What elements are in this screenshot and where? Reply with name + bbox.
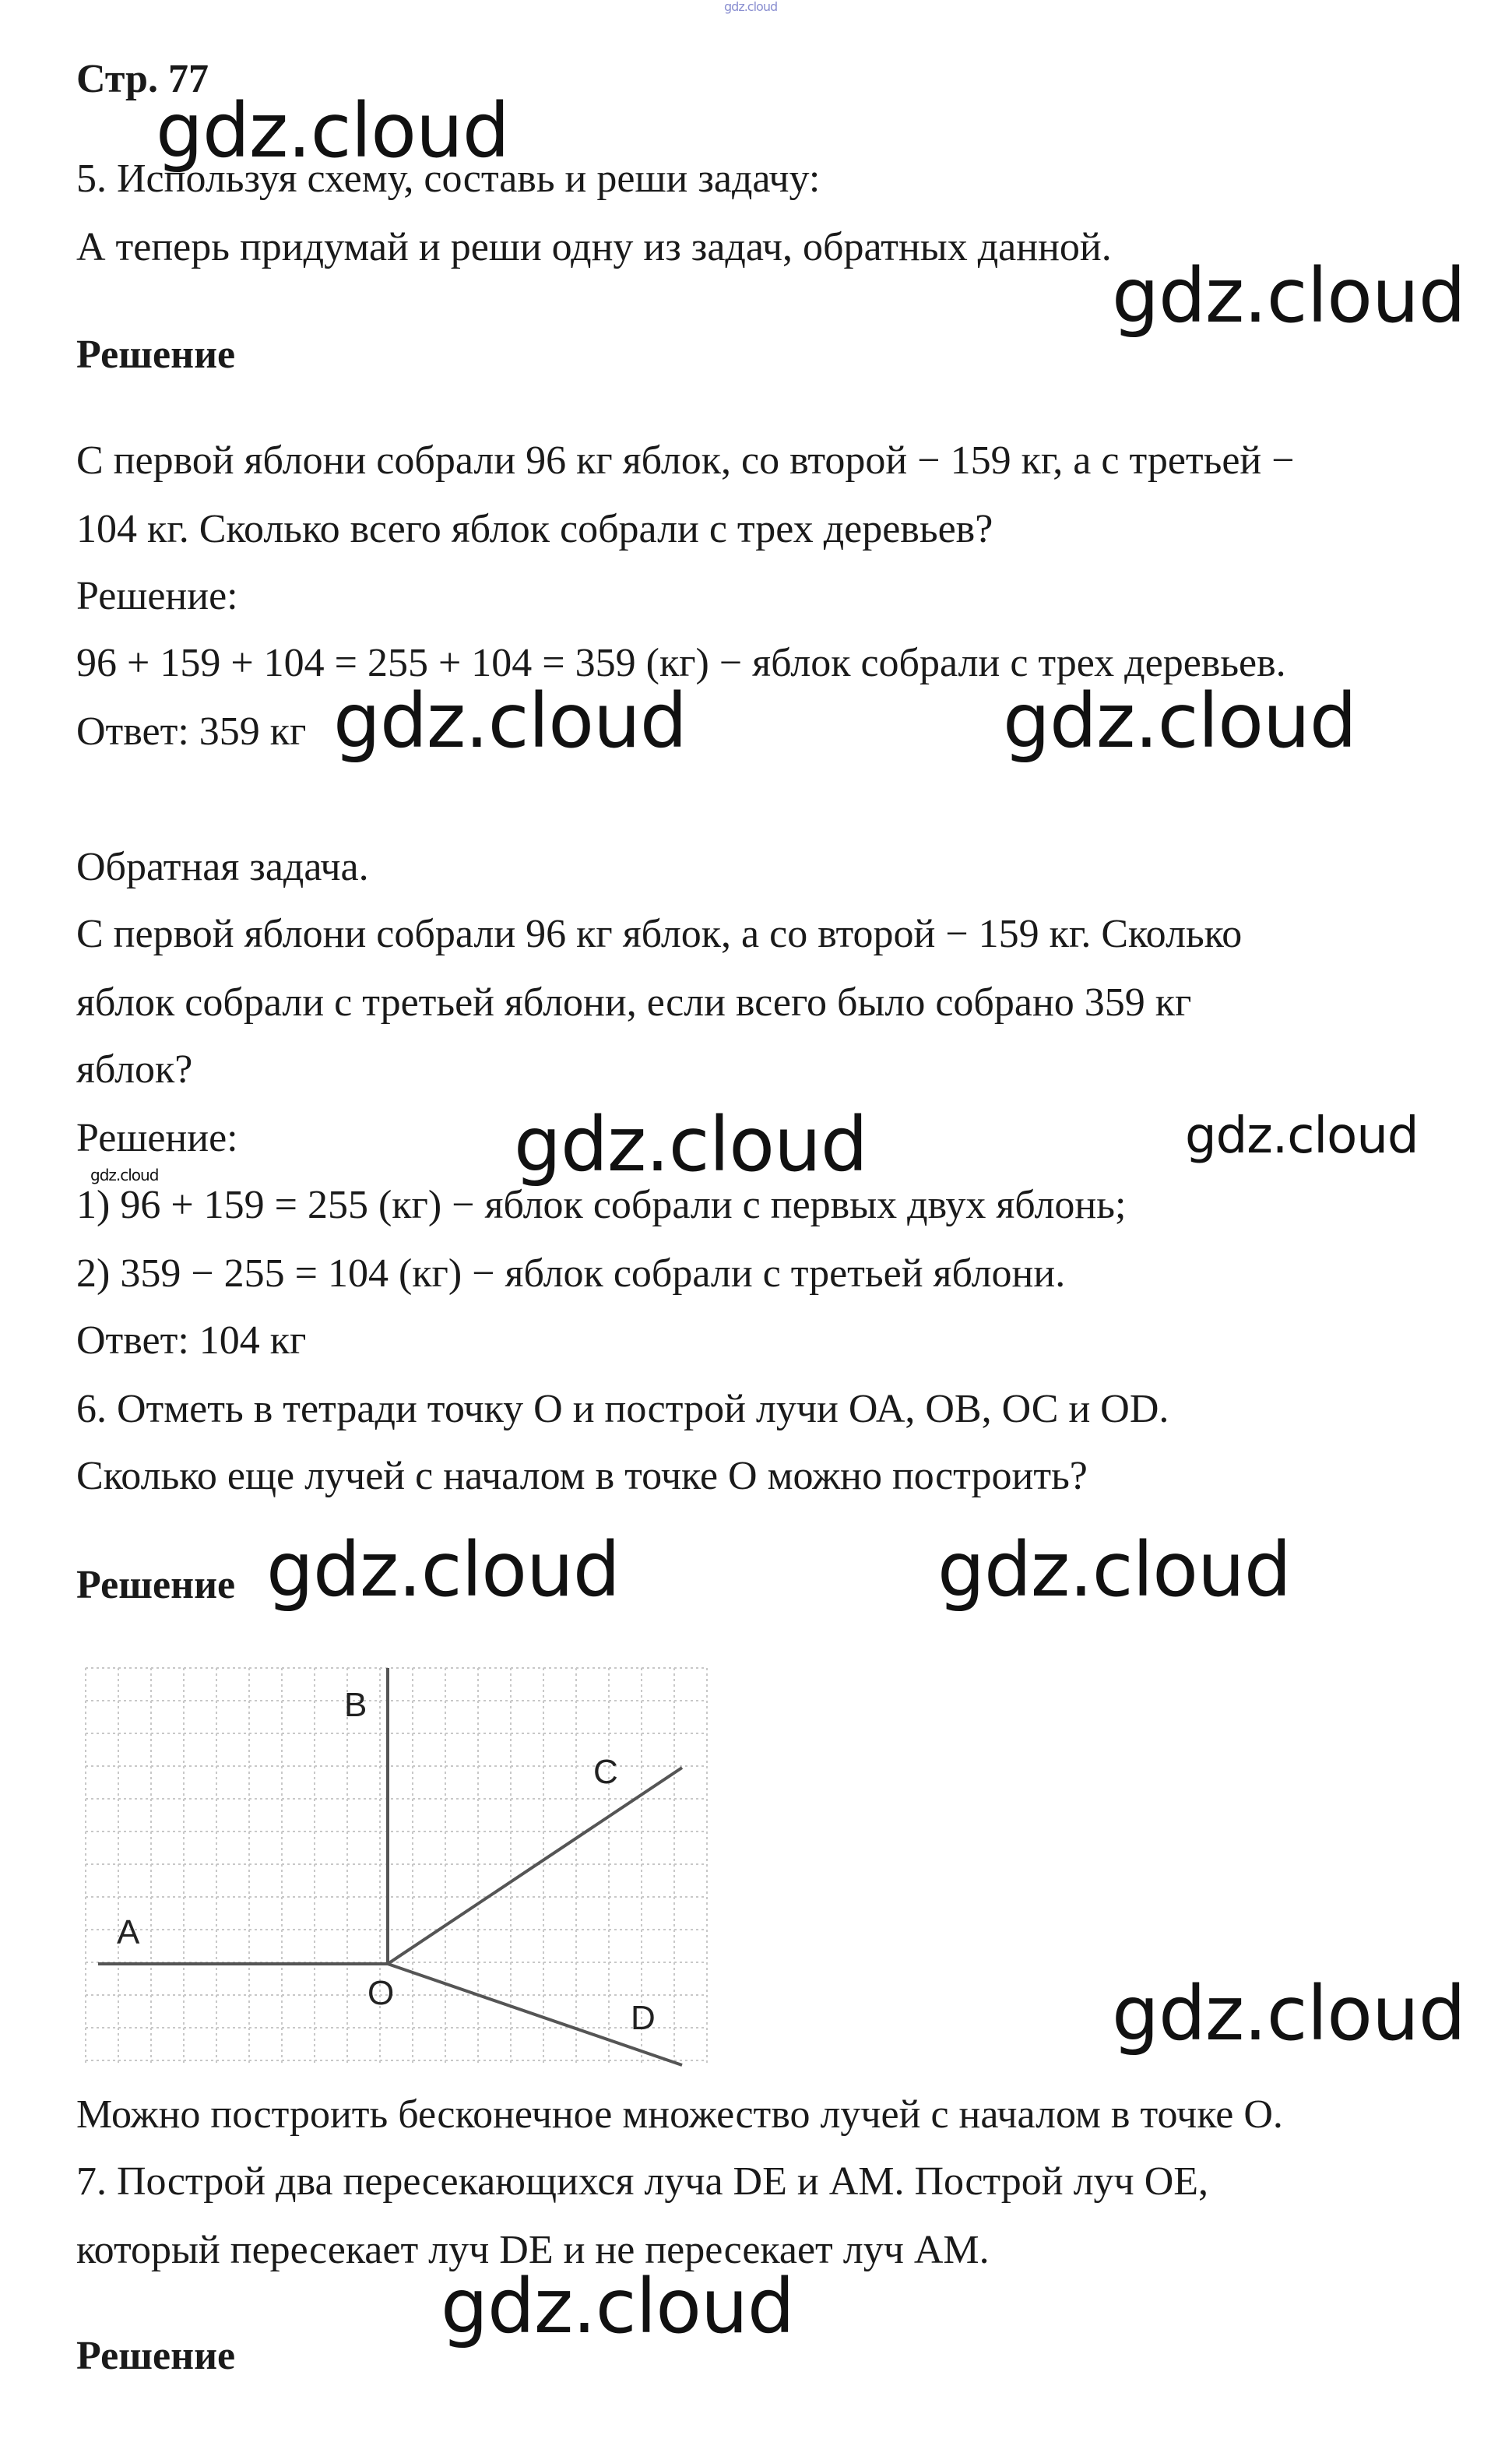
label-d: D bbox=[631, 1999, 656, 2037]
task-6-title: 6. Отметь в тетради точку О и построй лучи ОА, ОВ, ОС и OD. bbox=[76, 1387, 1169, 1431]
label-o: O bbox=[367, 1974, 395, 2012]
inverse-line-1: С первой яблони собрали 96 кг яблок, а со второй − 159 кг. Сколько bbox=[76, 912, 1243, 956]
solution-calc-1: 96 + 159 + 104 = 255 + 104 = 359 (кг) − яблок собрали с трех деревьев. bbox=[76, 641, 1286, 685]
watermark-1: gdz.cloud bbox=[156, 87, 509, 174]
inverse-line-3: яблок? bbox=[76, 1047, 193, 1092]
watermark-3: gdz.cloud bbox=[333, 677, 687, 765]
watermark-5: gdz.cloud bbox=[514, 1101, 867, 1188]
task-6-answer: Можно построить бесконечное множество лучей с началом в точке О. bbox=[76, 2092, 1283, 2137]
watermark-top: gdz.cloud bbox=[724, 0, 778, 14]
watermark-6: gdz.cloud bbox=[1185, 1107, 1419, 1165]
solution-heading-3: Решение bbox=[76, 2334, 236, 2378]
answer-1: Ответ: 359 кг bbox=[76, 709, 307, 754]
solution-label-1: Решение: bbox=[76, 574, 238, 618]
solution-step-2: 2) 359 − 255 = 104 (кг) − яблок собрали с третьей яблони. bbox=[76, 1251, 1066, 1296]
watermark-2: gdz.cloud bbox=[1112, 252, 1465, 340]
problem-line-1: С первой яблони собрали 96 кг яблок, со второй − 159 кг, а с третьей − bbox=[76, 438, 1295, 483]
watermark-9: gdz.cloud bbox=[937, 1526, 1291, 1613]
inverse-line-2: яблок собрали с третьей яблони, если всего было собрано 359 кг bbox=[76, 980, 1192, 1025]
solution-step-1: 1) 96 + 159 = 255 (кг) − яблок собрали с первых двух яблонь; bbox=[76, 1183, 1127, 1227]
grid bbox=[86, 1668, 707, 2064]
watermark-10: gdz.cloud bbox=[1112, 1970, 1465, 2057]
rays-diagram bbox=[76, 1659, 715, 2071]
task-7-line-2: который пересекает луч DE и не пересекает луч AM. bbox=[76, 2228, 990, 2272]
watermark-4: gdz.cloud bbox=[1003, 677, 1356, 765]
task-5-instruction: А теперь придумай и реши одну из задач, обратных данной. bbox=[76, 225, 1112, 269]
task-5-title: 5. Используя схему, составь и реши задачу: bbox=[76, 157, 821, 201]
watermark-8: gdz.cloud bbox=[266, 1526, 620, 1613]
inverse-heading: Обратная задача. bbox=[76, 845, 369, 889]
task-7-line-1: 7. Построй два пересекающихся луча DE и AM. Построй луч ОЕ, bbox=[76, 2159, 1209, 2204]
answer-2: Ответ: 104 кг bbox=[76, 1318, 307, 1363]
task-6-question: Сколько еще лучей с началом в точке О можно построить? bbox=[76, 1454, 1088, 1498]
watermark-11: gdz.cloud bbox=[441, 2263, 794, 2350]
problem-line-2: 104 кг. Сколько всего яблок собрали с трех деревьев? bbox=[76, 507, 993, 551]
label-b: B bbox=[344, 1686, 367, 1724]
solution-heading-2: Решение bbox=[76, 1563, 236, 1607]
label-c: C bbox=[593, 1753, 618, 1791]
page-header: Стр. 77 bbox=[76, 57, 209, 101]
ray-oc bbox=[388, 1768, 682, 1964]
label-a: A bbox=[117, 1913, 140, 1951]
watermark-7: gdz.cloud bbox=[90, 1166, 159, 1184]
solution-heading-1: Решение bbox=[76, 333, 236, 377]
solution-label-2: Решение: bbox=[76, 1116, 238, 1160]
